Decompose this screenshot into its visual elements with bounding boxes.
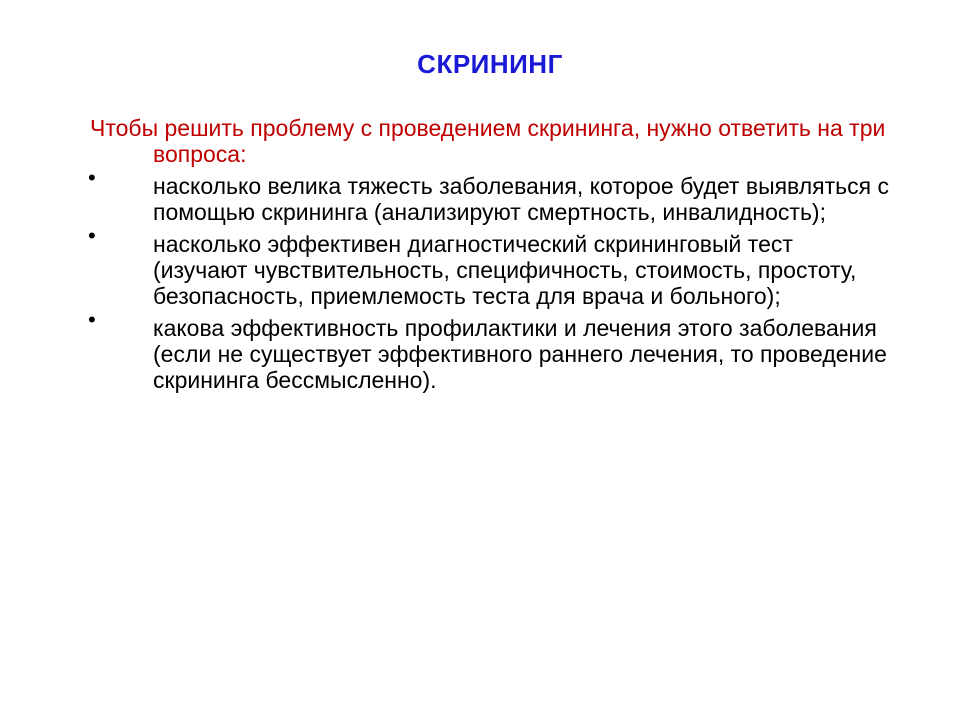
bullet-item-1: [88, 165, 890, 225]
bullet-item-text: насколько эффективен диагностический скрининговый тест (изучают чувствительность, специфичность, стоимость, простоту, безопасность, приемлемость теста для врача и больного);: [153, 231, 857, 309]
bullet-item-3: [88, 307, 890, 393]
bullet-item-text: насколько велика тяжесть заболевания, которое будет выявляться с помощью скрининга (анализируют смертность, инвалидность);: [153, 173, 889, 225]
bullet-marker: •: [88, 307, 96, 332]
slide-title: СКРИНИНГ: [417, 49, 563, 79]
bullet-item-text: какова эффективность профилактики и лечения этого заболевания (если не существует эффективного раннего лечения, то проведение скрининга бессмысленно).: [153, 315, 887, 393]
bullet-marker: •: [88, 165, 96, 190]
bullet-marker: •: [88, 223, 96, 248]
intro-text: Чтобы решить проблему с проведением скрининга, нужно ответить на три вопроса:: [90, 115, 886, 167]
bullet-item-2: [88, 223, 890, 309]
slide-content: [90, 115, 890, 399]
